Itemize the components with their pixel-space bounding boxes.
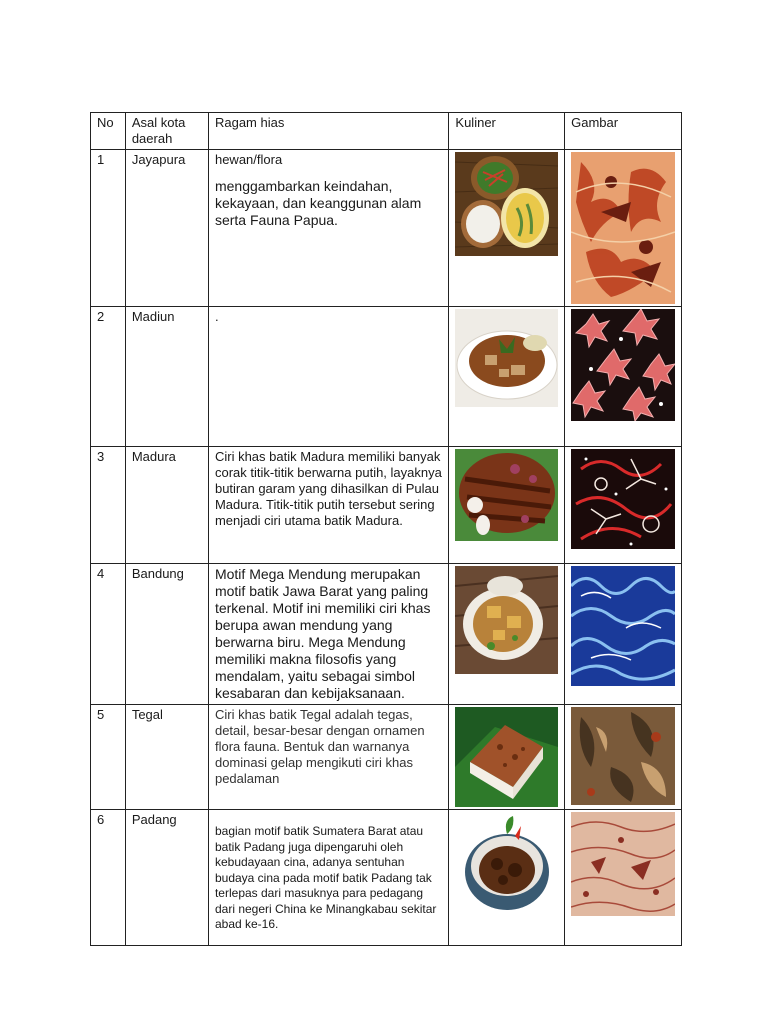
row-gambar [565, 705, 682, 810]
header-ragam-hias: Ragam hias [208, 113, 448, 150]
header-kuliner: Kuliner [449, 113, 565, 150]
ragam-description: . [214, 309, 219, 324]
header-city: Asal kota daerah [125, 113, 208, 150]
row-kuliner [449, 307, 565, 447]
ragam-description: menggambarkan keindahan, kekayaan, dan keanggunan alam serta Fauna Papua. [214, 178, 422, 228]
row-gambar [565, 150, 682, 307]
table-header-row [91, 113, 682, 150]
papua-bird-batik-photo [571, 152, 675, 304]
row-number: 6 [91, 810, 126, 946]
row-city: Jayapura [125, 150, 208, 307]
row-kuliner [449, 564, 565, 705]
row-ragam-hias [208, 705, 448, 810]
ragam-description: Motif Mega Mendung merupakan motif batik Jawa Barat yang paling terkenal. Motif ini memiliki ciri khas berupa awan mendung yang berwarna biru. Mega Mendung memiliki makna filosofis yang mendalam, yaitu sebagai simbol kesabaran dan kebijaksanaan. [214, 566, 431, 701]
row-ragam-hias [208, 447, 448, 564]
batagor-photo [455, 566, 558, 674]
row-city: Tegal [125, 705, 208, 810]
row-number: 2 [91, 307, 126, 447]
row-gambar [565, 447, 682, 564]
row-gambar [565, 810, 682, 946]
row-ragam-hias [208, 564, 448, 705]
ragam-description: bagian motif batik Sumatera Barat atau batik Padang juga dipengaruhi oleh kebudayaan cina, adanya sentuhan budaya cina pada motif batik Padang tak terlepas dari masuknya para pedagang dari negeri China ke Minangkabau sekitar abad ke-16. [214, 824, 437, 931]
rendang-photo [455, 812, 558, 924]
tegal-batik-photo [571, 707, 675, 805]
row-kuliner [449, 705, 565, 810]
row-city: Bandung [125, 564, 208, 705]
ragam-description: Ciri khas batik Madura memiliki banyak corak titik-titik berwarna putih, layaknya butiran garam yang dihasilkan di Pulau Madura. Titik-titik putih tersebut sering menjadi ciri utama batik Madura. [214, 449, 442, 528]
madiun-leaf-batik-photo [571, 309, 675, 421]
table-row [91, 150, 682, 307]
row-number: 3 [91, 447, 126, 564]
row-kuliner [449, 810, 565, 946]
row-kuliner [449, 150, 565, 307]
header-no: No [91, 113, 126, 150]
header-gambar: Gambar [565, 113, 682, 150]
row-number: 1 [91, 150, 126, 307]
table-row [91, 447, 682, 564]
papeda-dish-photo [455, 152, 558, 256]
row-number: 4 [91, 564, 126, 705]
table-row [91, 810, 682, 946]
row-gambar [565, 307, 682, 447]
pecel-madiun-photo [455, 309, 558, 407]
row-city: Padang [125, 810, 208, 946]
ragam-description: Ciri khas batik Tegal adalah tegas, detail, besar-besar dengan ornamen flora fauna. Bentuk dan warnanya dominasi gelap mengikuti ciri khas pedalaman [214, 707, 425, 786]
madura-batik-photo [571, 449, 675, 549]
row-city: Madura [125, 447, 208, 564]
tegal-cake-photo [455, 707, 558, 807]
row-gambar [565, 564, 682, 705]
row-ragam-hias [208, 150, 448, 307]
row-ragam-hias [208, 810, 448, 946]
table-row [91, 705, 682, 810]
padang-batik-photo [571, 812, 675, 916]
row-ragam-hias [208, 307, 448, 447]
table-row [91, 564, 682, 705]
table-row [91, 307, 682, 447]
batik-culinary-table [90, 112, 682, 946]
row-kuliner [449, 447, 565, 564]
row-number: 5 [91, 705, 126, 810]
row-city: Madiun [125, 307, 208, 447]
sate-madura-photo [455, 449, 558, 541]
ragam-title: hewan/flora [214, 152, 283, 167]
mega-mendung-batik-photo [571, 566, 675, 686]
